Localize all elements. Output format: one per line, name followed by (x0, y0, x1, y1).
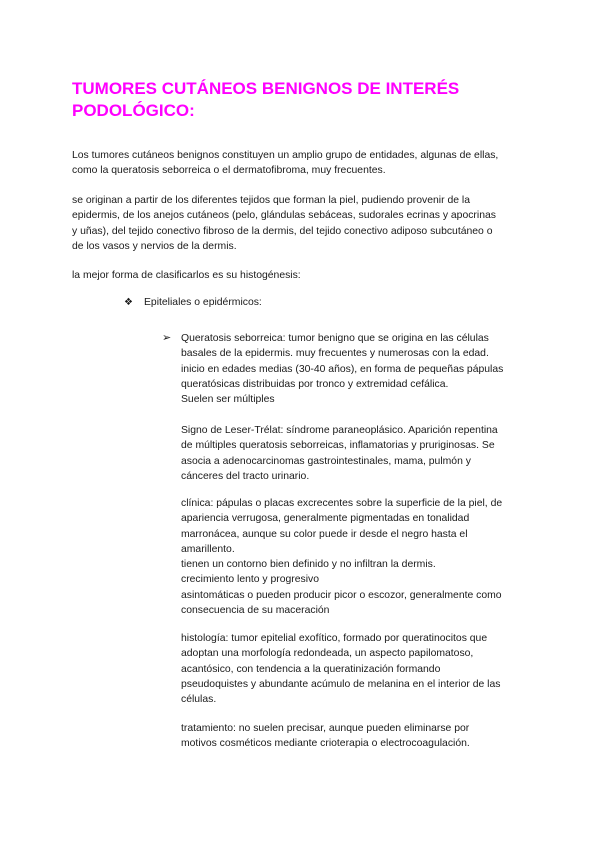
text-line: la mejor forma de clasificarlos es su histogénesis: (72, 270, 301, 281)
text-line: asintomáticas o pueden producir picor o escozor, generalmente como (181, 589, 502, 601)
text-line: basales de la epidermis. muy frecuentes y numerosas con la edad. (181, 348, 489, 360)
diamond-bullet-icon: ❖ (124, 297, 133, 308)
text-line: inicio en edades medias (30-40 años), en forma de pequeñas pápulas (181, 363, 504, 375)
histologia-paragraph (181, 631, 500, 707)
text-line: cánceres del tracto urinario. (181, 470, 310, 482)
text-line: de múltiples queratosis seborreicas, inflamatorias y pruriginosas. Se (181, 440, 495, 452)
text-line: epidermis, de los anejos cutáneos (pelo, glándulas sebáceas, sudorales ecrinas y apocrinas (72, 210, 496, 222)
text-line: y uñas), del tejido conectivo fibroso de la dermis, del tejido conectivo adiposo subcutáneo o (72, 225, 493, 237)
text-line: clínica: pápulas o placas excrecentes sobre la superficie de la piel, de (181, 498, 503, 509)
text-line: de los vasos y nervios de la dermis. (72, 240, 237, 252)
text-line: tratamiento: no suelen precisar, aunque pueden eliminarse por (181, 723, 470, 734)
document-title (72, 78, 542, 122)
classification-paragraph (72, 268, 301, 283)
text-line: crecimiento lento y progresivo (181, 574, 320, 586)
text-line: histología: tumor epitelial exofítico, formado por queratinocitos que (181, 633, 488, 644)
tratamiento-paragraph (181, 721, 470, 752)
text-line: acantósico, con tendencia a la queratinización formando (181, 663, 441, 675)
text-line: adoptan una morfología redondeada, un aspecto papilomatoso, (181, 648, 474, 660)
arrow-bullet-icon: ➢ (162, 332, 172, 344)
category-label: Epiteliales o epidérmicos: (144, 297, 262, 308)
text-line: tienen un contorno bien definido y no infiltran la dermis. (181, 559, 436, 571)
text-line: consecuencia de su maceración (181, 605, 330, 617)
text-line: como la queratosis seborreica o el dermatofibroma, muy frecuentes. (72, 165, 386, 177)
text-line: amarillento. (181, 543, 235, 555)
text-line: células. (181, 694, 217, 706)
text-line: Queratosis seborreica: tumor benigno que se origina en las células (181, 333, 489, 344)
category-bullet (124, 295, 262, 310)
intro-paragraph (72, 148, 498, 179)
item-description (181, 331, 503, 407)
text-line: Los tumores cutáneos benignos constituyen un amplio grupo de entidades, algunas de ellas, (72, 150, 499, 161)
text-line: apariencia verrugosa, generalmente pigmentadas en tonalidad (181, 513, 470, 525)
leser-trelat-paragraph (181, 423, 498, 484)
text-line: motivos cosméticos mediante crioterapia o electrocoagulación. (181, 738, 470, 750)
text-line: queratósicas distribuidas por tronco y extremidad cefálica. (181, 378, 449, 390)
text-line: Suelen ser múltiples (181, 394, 275, 406)
text-line: se originan a partir de los diferentes tejidos que forman la piel, pudiendo provenir de la (72, 195, 470, 206)
clinica-paragraph (181, 496, 502, 618)
title-line: TUMORES CUTÁNEOS BENIGNOS DE INTERÉS (72, 79, 460, 98)
text-line: pseudoquistes y abundante acúmulo de melanina en el interior de las (181, 678, 501, 690)
text-line: Signo de Leser-Trélat: síndrome paraneoplásico. Aparición repentina (181, 425, 498, 436)
text-line: marronácea, aunque su color puede ir desde el negro hasta el (181, 528, 468, 540)
origin-paragraph (72, 193, 496, 254)
text-line: asocia a adenocarcinomas gastrointestinales, mama, pulmón y (181, 455, 471, 467)
title-line: PODOLÓGICO: (72, 101, 195, 120)
